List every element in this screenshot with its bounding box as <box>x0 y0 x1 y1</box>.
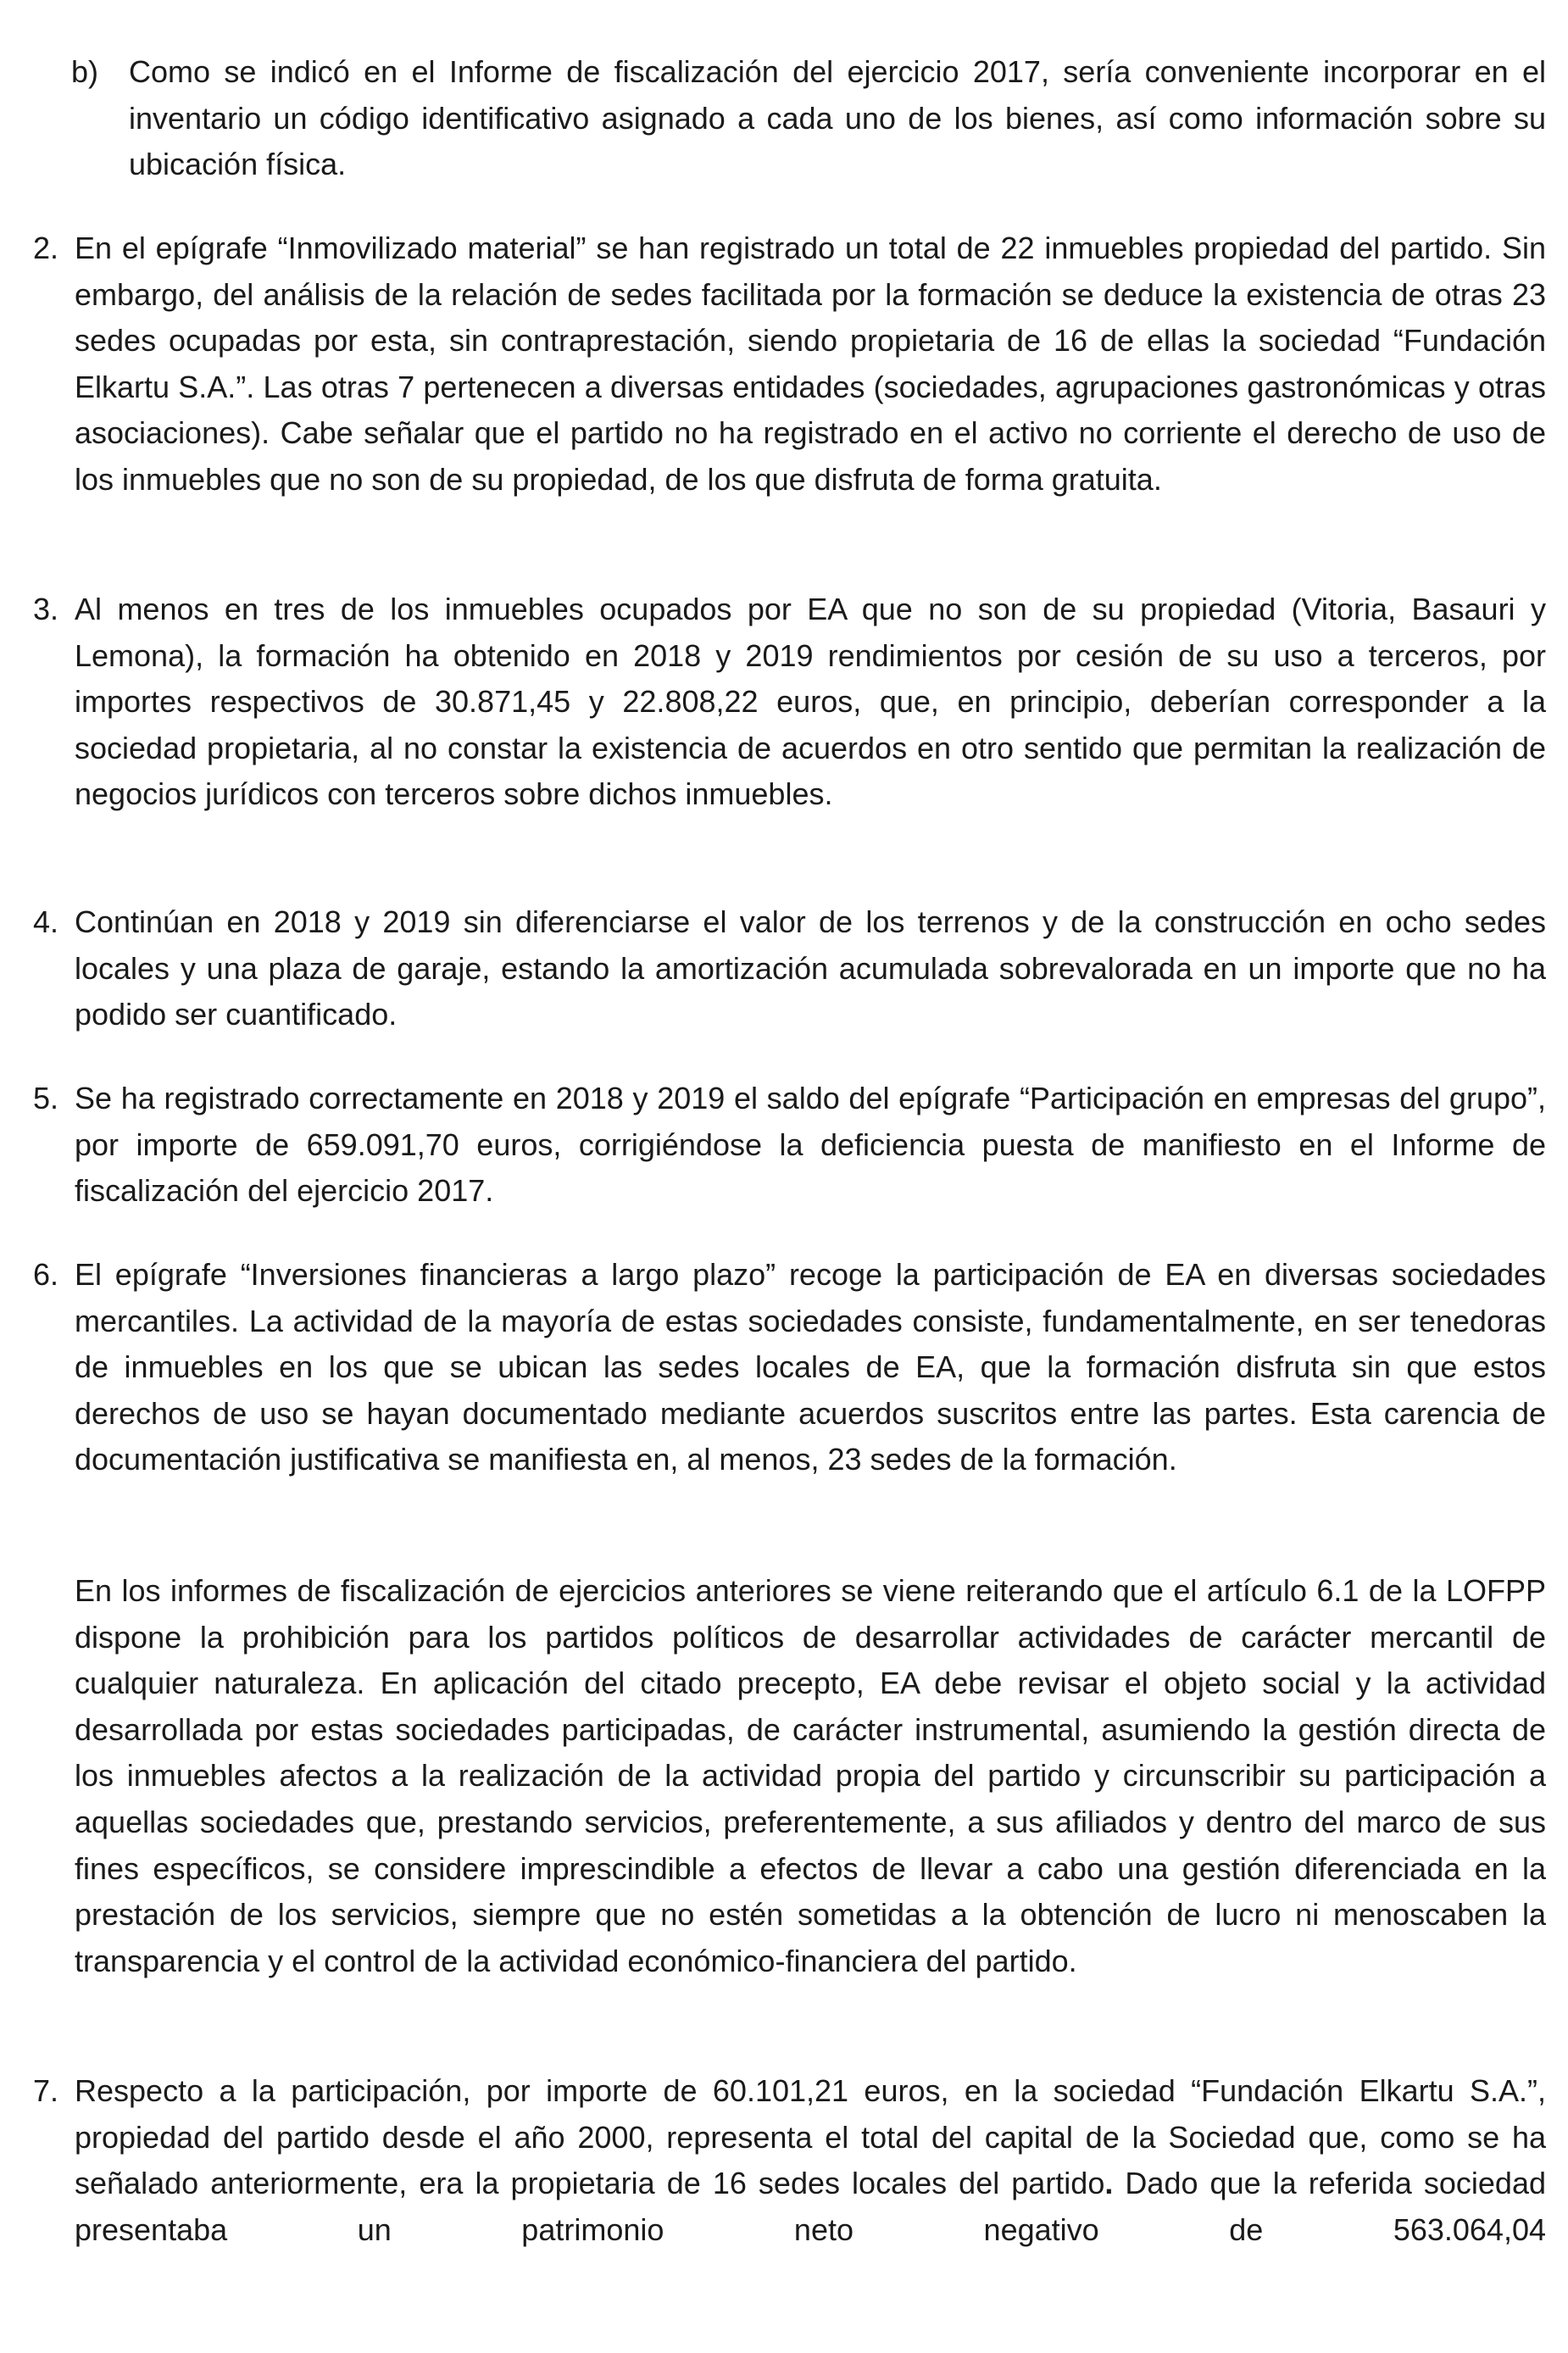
paragraph-text <box>75 2068 1546 2253</box>
list-marker: 2. <box>33 231 59 265</box>
list-marker: b) <box>71 54 99 89</box>
list-marker: 4. <box>33 904 59 939</box>
paragraph-text-part-b: Dado que la referida sociedad presentaba un patrimonio neto negativo de 563.064,04 <box>75 2166 1547 2247</box>
list-marker: 5. <box>33 1081 59 1115</box>
list-marker: 6. <box>33 1257 59 1292</box>
paragraph-text: Como se indicó en el Informe de fiscalización del ejercicio 2017, sería conveniente incorporar en el inventario un código identificativo asignado a cada uno de los bienes, así como información sobre su ubicación física. <box>129 54 1546 182</box>
paragraph-text-part-a: Respecto a la participación, por importe de 60.101,21 euros, en la sociedad “Fundación Elkartu S.A.”, propiedad del partido desde el año 2000, representa el total del capital de la Sociedad que, como se ha señalado anteriormente, era la propietaria de 16 sedes locales del partido <box>75 2073 1546 2201</box>
list-marker: 3. <box>33 592 59 626</box>
bold-period: . <box>1104 2166 1114 2201</box>
list-marker: 7. <box>33 2073 59 2108</box>
paragraph-text: Al menos en tres de los inmuebles ocupados por EA que no son de su propiedad (Vitoria, Basauri y Lemona), la formación ha obtenido en 2018 y 2019 rendimientos por cesión de su uso a terceros, por importes respectivos de 30.871,45 y 22.808,22 euros, que, en principio, deberían corresponder a la sociedad propietaria, al no constar la existencia de acuerdos en otro sentido que permitan la realización de negocios jurídicos con terceros sobre dichos inmuebles. <box>75 592 1546 812</box>
paragraph-text: En los informes de fiscalización de ejercicios anteriores se viene reiterando que el artículo 6.1 de la LOFPP dispone la prohibición para los partidos políticos de desarrollar actividades de carácter mercantil de cualquier naturaleza. En aplicación del citado precepto, EA debe revisar el objeto social y la actividad desarrollada por estas sociedades participadas, de carácter instrumental, asumiendo la gestión directa de los inmuebles afectos a la realización de la actividad propia del partido y circunscribir su participación a aquellas sociedades que, prestando servicios, preferentemente, a sus afiliados y dentro del marco de sus fines específicos, se considere imprescindible a efectos de llevar a cabo una gestión diferenciada en la prestación de los servicios, siempre que no estén sometidas a la obtención de lucro ni menoscaben la transparencia y el control de la actividad económico-financiera del partido. <box>75 1573 1546 1978</box>
paragraph-text: En el epígrafe “Inmovilizado material” se han registrado un total de 22 inmuebles propiedad del partido. Sin embargo, del análisis de la relación de sedes facilitada por la formación se deduce la existencia de otras 23 sedes ocupadas por esta, sin contraprestación, siendo propietaria de 16 de ellas la sociedad “Fundación Elkartu S.A.”. Las otras 7 pertenecen a diversas entidades (sociedades, agrupaciones gastronómicas y otras asociaciones). Cabe señalar que el partido no ha registrado en el activo no corriente el derecho de uso de los inmuebles que no son de su propiedad, de los que disfruta de forma gratuita. <box>75 231 1546 497</box>
paragraph-text: Se ha registrado correctamente en 2018 y 2019 el saldo del epígrafe “Participación en empresas del grupo”, por importe de 659.091,70 euros, corrigiéndose la deficiencia puesta de manifiesto en el Informe de fiscalización del ejercicio 2017. <box>75 1081 1546 1209</box>
paragraph-text: El epígrafe “Inversiones financieras a largo plazo” recoge la participación de EA en diversas sociedades mercantiles. La actividad de la mayoría de estas sociedades consiste, fundamentalmente, en ser tenedoras de inmuebles en los que se ubican las sedes locales de EA, que la formación disfruta sin que estos derechos de uso se hayan documentado mediante acuerdos suscritos entre las partes. Esta carencia de documentación justificativa se manifiesta en, al menos, 23 sedes de la formación. <box>75 1257 1546 1477</box>
paragraph-text: Continúan en 2018 y 2019 sin diferenciarse el valor de los terrenos y de la construcción en ocho sedes locales y una plaza de garaje, estando la amortización acumulada sobrevalorada en un importe que no ha podido ser cuantificado. <box>75 904 1546 1032</box>
